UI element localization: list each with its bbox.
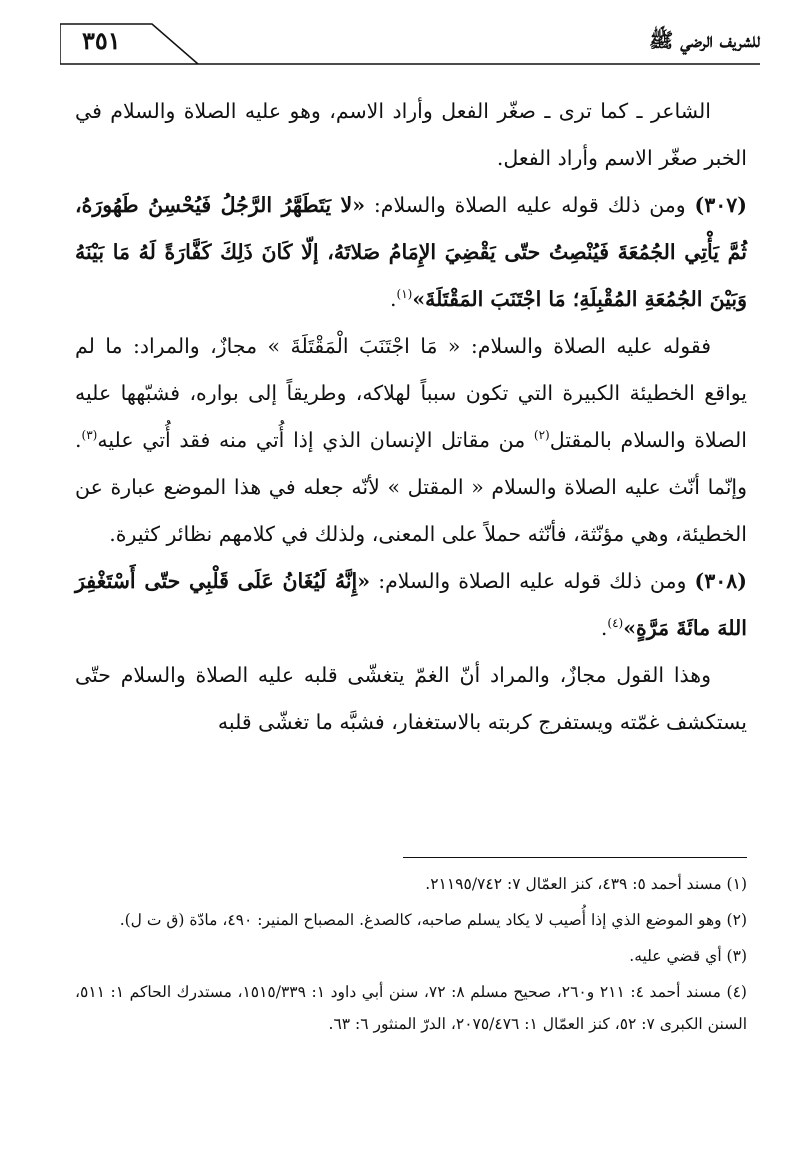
footnote-ref: (٢): [533, 428, 550, 443]
hadith-text: «لا يَتَطَهَّرُ الرَّجُلُ فَيُحْسِنُ طَهُورَهُ، ثُمَّ يَأْتِي الجُمُعَةَ فَيُنْصِتُ حتّى يَقْضِيَ الإِمَامُ صَلاتَهُ، إلّا كَانَ ذَلِكَ كَفَّارَةً لَهُ مَا بَيْنَهُ وَبَيْنَ الجُمُعَةِ المُقْبِلَةِ؛ مَا اجْتَنَبَ المَقْتَلَةَ»: [75, 193, 747, 311]
footnote-3: (٣) أي قضي عليه.: [629, 947, 747, 965]
hadith-intro: ومن ذلك قوله عليه الصلاة والسلام:: [370, 569, 687, 593]
footnote-separator: [403, 857, 747, 858]
paragraph-3: [75, 323, 747, 558]
punctuation: .: [600, 616, 608, 640]
page-header: [60, 22, 760, 72]
hadith-307: [75, 182, 747, 323]
text-span: من مقاتل الإنسان الذي إذا أُتي منه فقد أُتي عليه: [97, 428, 534, 452]
paragraph-5: وهذا القول مجازٌ، والمراد أنّ الغمّ يتغشّى قلبه عليه الصلاة والسلام حتّى يستكشف غمّته ويستفرج كربته بالاستغفار، فشبَّه ما تغشّى قلبه: [75, 663, 747, 734]
footnote-2: (٢) وهو الموضع الذي إذا أُصيب لا يكاد يسلم صاحبه، كالصدغ. المصباح المنير: ٤٩٠، مادّة (ق ت ل).: [119, 911, 747, 929]
hadith-intro: ومن ذلك قوله عليه الصلاة والسلام:: [365, 193, 686, 217]
running-title: للشريف الرضي ﷺ: [649, 28, 760, 52]
footnote-ref: (٤): [607, 616, 624, 631]
hadith-number: (٣٠٨): [694, 569, 747, 593]
hadith-text: «إِنَّهُ لَيُغَانُ عَلَى قَلْبِي حتّى أَسْتَغْفِرَ اللهَ مائَةَ مَرَّةٍ»: [75, 569, 747, 640]
hadith-number: (٣٠٧): [694, 193, 747, 217]
text-span: . وإنّما أنّث عليه الصلاة والسلام « المقتل » لأنّه جعله في هذا الموضع عبارة عن الخطيئة، وهي مؤنّثة، فأنّثه حملاً على المعنى، ولذلك في كلامهم نظائر كثيرة.: [75, 428, 747, 546]
punctuation: .: [389, 287, 397, 311]
hadith-308: [75, 558, 747, 652]
footnote-4: (٤) مسند أحمد ٤: ٢١١ و٢٦٠، صحيح مسلم ٨: ٧٢، سنن أبي داود ١: ١٥١٥/٣٣٩، مستدرك الحاكم ١: ٥١١، السنن الكبرى ٧: ٥٢، كنز العمّال ١: ٢٠٧٥/٤٧٦، الدرّ المنثور ٦: ٦٣.: [75, 983, 747, 1033]
main-text: [75, 88, 747, 746]
footnotes: [75, 868, 747, 1044]
footnote-ref: (١): [396, 287, 413, 302]
text-span: فقوله عليه الصلاة والسلام: « مَا اجْتَنَبَ الْمَقْتَلَةَ » مجازٌ، والمراد: ما لم يواقع الخطيئة الكبيرة التي تكون سبباً لهلاكه، وطريقاً إلى بواره، فشبّهها عليه الصلاة والسلام بالمقتل: [75, 334, 747, 452]
footnote-1: (١) مسند أحمد ٥: ٤٣٩، كنز العمّال ٧: ٢١١٩٥/٧٤٢.: [425, 875, 747, 893]
paragraph-1: الشاعر ـ كما ترى ـ صغّر الفعل وأراد الاسم، وهو عليه الصلاة والسلام في الخبر صغّر الاسم وأراد الفعل.: [75, 99, 747, 170]
footnote-ref: (٣): [81, 428, 98, 443]
page-number: ٣٥١: [82, 26, 121, 55]
